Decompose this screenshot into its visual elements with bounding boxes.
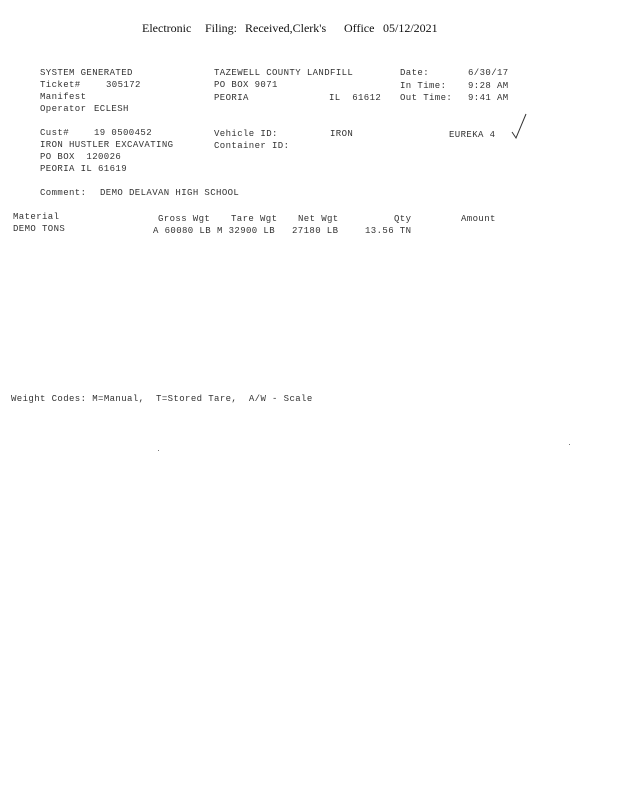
container-label: Container ID:: [214, 141, 290, 151]
operator-label: Operator: [40, 104, 87, 114]
facility-pobox: PO BOX 9071: [214, 80, 278, 90]
header-tare: Tare Wgt: [231, 214, 278, 224]
row-gross: A 60080 LB: [153, 226, 212, 236]
header-net: Net Wgt: [298, 214, 339, 224]
comment-label: Comment:: [40, 188, 87, 198]
system-generated: SYSTEM GENERATED: [40, 68, 133, 78]
stamp-electronic: Electronic: [142, 21, 192, 35]
stamp-filing: Filing:: [205, 21, 238, 35]
header-amount: Amount: [461, 214, 496, 224]
header-gross: Gross Wgt: [158, 214, 211, 224]
facility-name: TAZEWELL COUNTY LANDFILL: [214, 68, 354, 78]
checkmark-icon: [510, 112, 530, 142]
comment-text: DEMO DELAVAN HIGH SCHOOL: [100, 188, 240, 198]
stamp-date: 05/12/2021: [383, 21, 438, 35]
vehicle-id: IRON: [330, 129, 354, 139]
facility-state-zip: IL 61612: [329, 93, 382, 103]
stamp-received: Received,Clerk's: [245, 21, 327, 35]
location: EUREKA 4: [449, 130, 496, 140]
in-time-label: In Time:: [400, 81, 447, 91]
cust-label: Cust#: [40, 128, 70, 138]
date-label: Date:: [400, 68, 430, 78]
customer-city: PEORIA IL 61619: [40, 164, 128, 174]
weight-codes: Weight Codes: M=Manual, T=Stored Tare, A/W - Scale: [11, 394, 313, 404]
stamp-office: Office: [344, 21, 375, 35]
date-value: 6/30/17: [468, 68, 509, 78]
header-qty: Qty: [394, 214, 412, 224]
row-net: 27180 LB: [292, 226, 339, 236]
out-time-label: Out Time:: [400, 93, 453, 103]
ticket-label: Ticket#: [40, 80, 81, 90]
row-tare: M 32900 LB: [217, 226, 276, 236]
header-material: Material: [13, 212, 60, 222]
out-time-value: 9:41 AM: [468, 93, 509, 103]
in-time-value: 9:28 AM: [468, 81, 509, 91]
scan-speck: [158, 450, 159, 451]
customer-pobox: PO BOX 120026: [40, 152, 122, 162]
vehicle-label: Vehicle ID:: [214, 129, 278, 139]
operator-name: ECLESH: [94, 104, 129, 114]
customer-name: IRON HUSTLER EXCAVATING: [40, 140, 174, 150]
row-qty: 13.56 TN: [365, 226, 412, 236]
facility-city: PEORIA: [214, 93, 249, 103]
manifest-label: Manifest: [40, 92, 87, 102]
scan-speck: [569, 444, 570, 445]
row-material: DEMO TONS: [13, 224, 66, 234]
cust-number: 19 0500452: [94, 128, 153, 138]
ticket-number: 305172: [106, 80, 141, 90]
